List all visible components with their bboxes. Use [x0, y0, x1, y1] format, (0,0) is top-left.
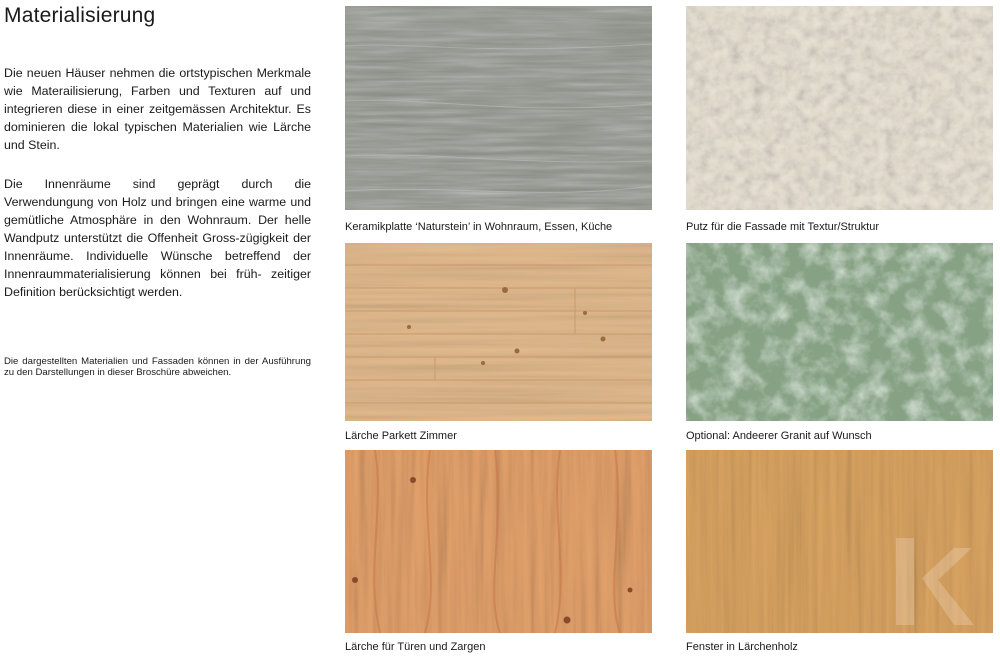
caption-green-granite: Optional: Andeerer Granit auf Wunsch	[686, 430, 872, 442]
caption-larch-window: Fenster in Lärchenholz	[686, 641, 798, 653]
caption-plaster: Putz für die Fassade mit Textur/Struktur	[686, 221, 879, 233]
intro-paragraph: Die neuen Häuser nehmen die ortstypischen Merkmale wie Materailisierung, Farben und Texturen auf und integrieren diese in einer zeitgemässen Architektur. Es dominieren die lokal typischen Materialien wie Lärche und Stein.	[4, 66, 311, 152]
larch-wood-image	[345, 450, 652, 633]
plaster-image	[686, 6, 993, 210]
caption-stone-tile: Keramikplatte ‘Naturstein’ in Wohnraum, Essen, Küche	[345, 221, 613, 233]
larch-window-image	[686, 450, 993, 633]
larch-floor-image	[345, 243, 652, 421]
caption-larch-floor: Lärche Parkett Zimmer	[345, 430, 457, 442]
disclaimer-note: Die dargestellten Materialien und Fassaden können in der Ausführung zu den Darstellungen in dieser Broschüre abweichen.	[4, 356, 311, 378]
stone-tile-image	[345, 6, 652, 210]
interior-paragraph: Die Innenräume sind geprägt durch die Verwendungung von Holz und bringen eine warme und gemütliche Atmosphäre in den Wohnraum. Der helle Wandputz unterstützt die Offenheit Gross-zügigkeit der Innenräume. Individuelle Wünsche betreffend der Innenraummaterialisierung können bei früh- zeitiger Definition berücksichtigt werden.	[4, 177, 311, 299]
caption-larch-wood: Lärche für Türen und Zargen	[345, 641, 486, 653]
green-granite-image	[686, 243, 993, 421]
page-title: Materialisierung	[4, 4, 156, 27]
